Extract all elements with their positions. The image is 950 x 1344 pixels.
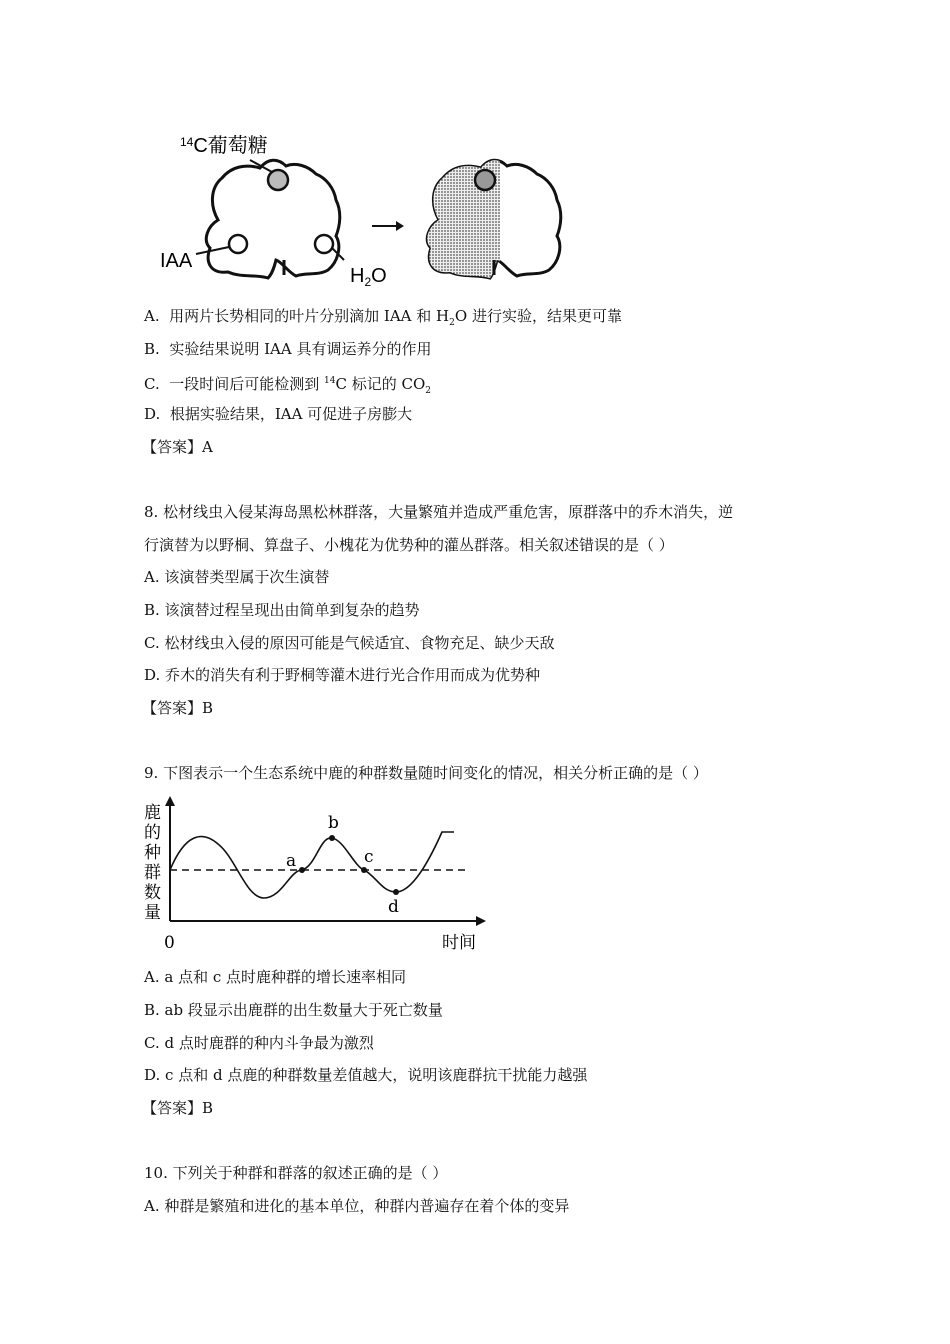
q9-option-a: A. a 点和 c 点时鹿种群的增长速率相同 <box>144 968 407 986</box>
q8-answer: 【答案】B <box>142 699 214 717</box>
q8-option-b: B. 该演替过程呈现出由简单到复杂的趋势 <box>144 601 420 619</box>
q8-option-c: C. 松材线虫入侵的原因可能是气候适宜、食物充足、缺少天敌 <box>144 634 555 652</box>
q8-option-d: D. 乔木的消失有利于野桐等灌木进行光合作用而成为优势种 <box>144 666 541 684</box>
glucose-label: $^{14}$C葡萄糖 <box>180 135 268 157</box>
y-axis-label-char: 种 <box>144 843 161 863</box>
point-d <box>393 889 399 895</box>
point-a <box>299 867 305 873</box>
iaa-spot <box>229 235 247 253</box>
q7-option-b: B. 实验结果说明 IAA 具有调运养分的作用 <box>144 340 432 358</box>
y-axis-label <box>144 803 161 923</box>
y-axis-arrow <box>165 796 175 806</box>
q10-option-a: A. 种群是繁殖和进化的基本单位，种群内普遍存在着个体的变异 <box>144 1197 570 1215</box>
leaf-experiment-figure <box>150 122 570 287</box>
point-b <box>329 835 335 841</box>
q8-stem-line2: 行演替为以野桐、算盘子、小槐花为优势种的灌丛群落。相关叙述错误的是（ ） <box>144 536 674 554</box>
q7-option-a: A. 用两片长势相同的叶片分别滴加 IAA 和 $H_2O$ 进行实验，结果更可靠 <box>144 307 622 328</box>
x-axis-arrow <box>476 916 486 926</box>
q9-option-b: B. ab 段显示出鹿群的出生数量大于死亡数量 <box>144 1001 443 1019</box>
point-c <box>361 867 367 873</box>
deer-population-chart <box>140 796 490 956</box>
q10-stem: 10. 下列关于种群和群落的叙述正确的是（ ） <box>144 1164 448 1182</box>
y-axis-label-char: 的 <box>144 823 161 843</box>
h2o-label: $H_2O$ <box>350 265 387 287</box>
glucose-spot-after <box>475 170 495 190</box>
point-d-label: d <box>388 897 399 917</box>
q9-answer: 【答案】B <box>142 1099 214 1117</box>
population-curve <box>170 832 454 898</box>
q7-option-d: D. 根据实验结果，IAA 可促进子房膨大 <box>144 405 413 423</box>
y-axis-label-char: 量 <box>144 903 161 923</box>
arrow-head <box>396 221 404 231</box>
y-axis-label-char: 数 <box>144 883 161 903</box>
y-axis-label-char: 鹿 <box>144 803 161 823</box>
q9-option-c: C. d 点时鹿群的种内斗争最为激烈 <box>144 1034 374 1052</box>
glucose-spot <box>268 170 288 190</box>
q7-answer: 【答案】A <box>142 438 213 456</box>
point-a-label: a <box>286 851 297 871</box>
h2o-spot <box>315 235 333 253</box>
q8-option-a: A. 该演替类型属于次生演替 <box>144 568 330 586</box>
iaa-label: IAA <box>160 250 193 272</box>
q8-stem-line1: 8. 松材线虫入侵某海岛黑松林群落，大量繁殖并造成严重危害，原群落中的乔木消失，逆 <box>144 503 734 521</box>
point-b-label: b <box>328 813 339 833</box>
origin-label: 0 <box>164 933 175 953</box>
q9-option-d: D. c 点和 d 点鹿的种群数量差值越大，说明该鹿群抗干扰能力越强 <box>144 1066 588 1084</box>
y-axis-label-char: 群 <box>144 863 161 883</box>
q9-stem: 9. 下图表示一个生态系统中鹿的种群数量随时间变化的情况，相关分析正确的是（ ） <box>144 764 708 782</box>
q7-option-c: C. 一段时间后可能检测到 $^{14}$C 标记的 $CO_2$ <box>144 375 432 396</box>
point-c-label: c <box>364 847 374 867</box>
x-axis-label: 时间 <box>442 933 476 953</box>
